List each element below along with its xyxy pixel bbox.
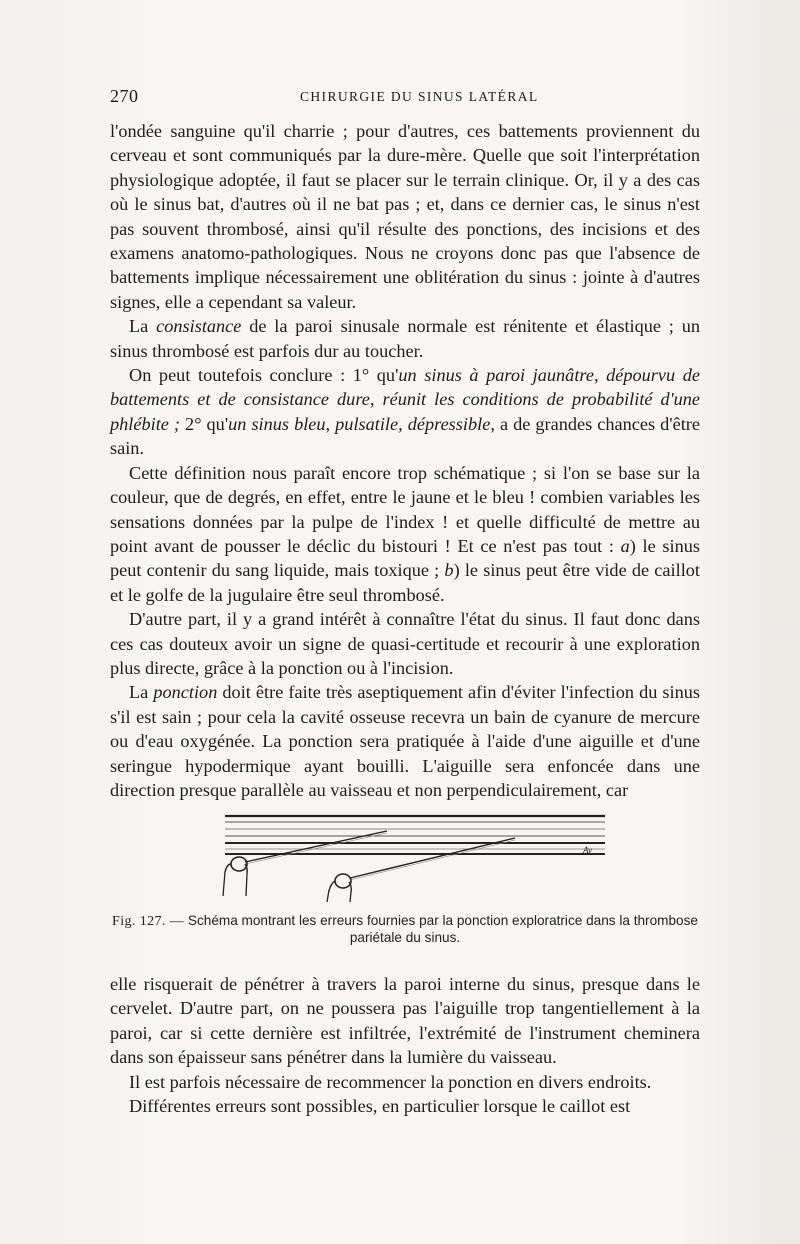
paragraph: Différentes erreurs sont possibles, en particulier lorsque le caillot est (129, 1096, 631, 1117)
paragraph: Cette définition nous paraît encore trop schématique ; si l'on se base sur la couleur, que de degrés, en effet, entre le jaune et le bleu ! combien variables les sensations données par la pulpe de l'index ! et quelle difficulté de mettre au point avant de pousser le déclic du bistouri ! Et ce n'est pas tout : a) le sinus peut contenir du sang liquide, mais toxique ; b) le sinus peut être vide de caillot et le golfe de la jugulaire être seul thrombosé. (110, 462, 701, 605)
body-text-top (110, 119, 700, 802)
needle-left (223, 831, 387, 896)
figure-label: Fig. 127. — (112, 914, 185, 929)
sinus-puncture-diagram (215, 806, 615, 906)
needle-right (327, 838, 515, 902)
paragraph: La ponction doit être faite très aseptiquement afin d'éviter l'infection du sinus s'il est sain ; pour cela la cavité osseuse recevra un bain de cyanure de mercure ou d'eau oxygénée. La ponction sera pratiquée à l'aide d'une aiguille et d'une seringue hypodermique ayant bouilli. L'aiguille sera enfoncée dans une direction presque parallèle au vaisseau et non perpendiculairement, car (110, 682, 701, 800)
page-header (110, 86, 700, 110)
paragraph: Il est parfois nécessaire de recommencer la ponction en divers endroits. (129, 1071, 652, 1092)
paragraph: On peut toutefois conclure : 1° qu'un sinus à paroi jaunâtre, dépourvu de battements et de consistance dure, réunit les conditions de probabilité d'une phlébite ; 2° qu'un sinus bleu, pulsatile, dépressible, a de grandes chances d'être sain. (110, 365, 700, 459)
figure-127-illustration (215, 806, 615, 906)
figure-caption-text: Schéma montrant les erreurs fournies par la ponction exploratrice dans la thrombose pariétale du sinus. (184, 913, 698, 945)
body-text-bottom (110, 972, 700, 1118)
running-title: CHIRURGIE DU SINUS LATÉRAL (300, 89, 539, 104)
figure-caption (110, 913, 700, 946)
paragraph: La consistance de la paroi sinusale normale est rénitente et élastique ; un sinus thrombosé est parfois dur au toucher. (110, 316, 700, 361)
sinus-wall (225, 816, 605, 854)
paragraph: elle risquerait de pénétrer à travers la paroi interne du sinus, presque dans le cervelet. D'autre part, on ne poussera pas l'aiguille trop tangentiellement à la paroi, car si cette dernière est infiltrée, l'extrémité de l'instrument cheminera dans son épaisseur sans pénétrer dans la lumière du vaisseau. (110, 974, 700, 1068)
paragraph: D'autre part, il y a grand intérêt à connaître l'état du sinus. Il faut donc dans ces cas douteux avoir un signe de quasi-certitude et recourir à une exploration plus directe, grâce à la ponction ou à l'incision. (110, 609, 700, 678)
engraver-signature: Av (583, 845, 592, 855)
page-number: 270 (110, 86, 139, 106)
paragraph: l'ondée sanguine qu'il charrie ; pour d'autres, ces battements proviennent du cerveau et sont communiqués par la dure-mère. Quelle que soit l'interprétation physiologique adoptée, il faut se placer sur le terrain clinique. Or, il y a des cas où le sinus bat, d'autres où il ne bat pas ; et, dans ce dernier cas, le sinus n'est pas souvent thrombosé, ainsi qu'il résulte des ponctions, des incisions et des examens anatomo-pathologiques. Nous ne croyons donc pas que l'absence de battements implique nécessairement une oblitération du sinus : jointe à d'autres signes, elle a cependant sa valeur. (110, 121, 700, 312)
